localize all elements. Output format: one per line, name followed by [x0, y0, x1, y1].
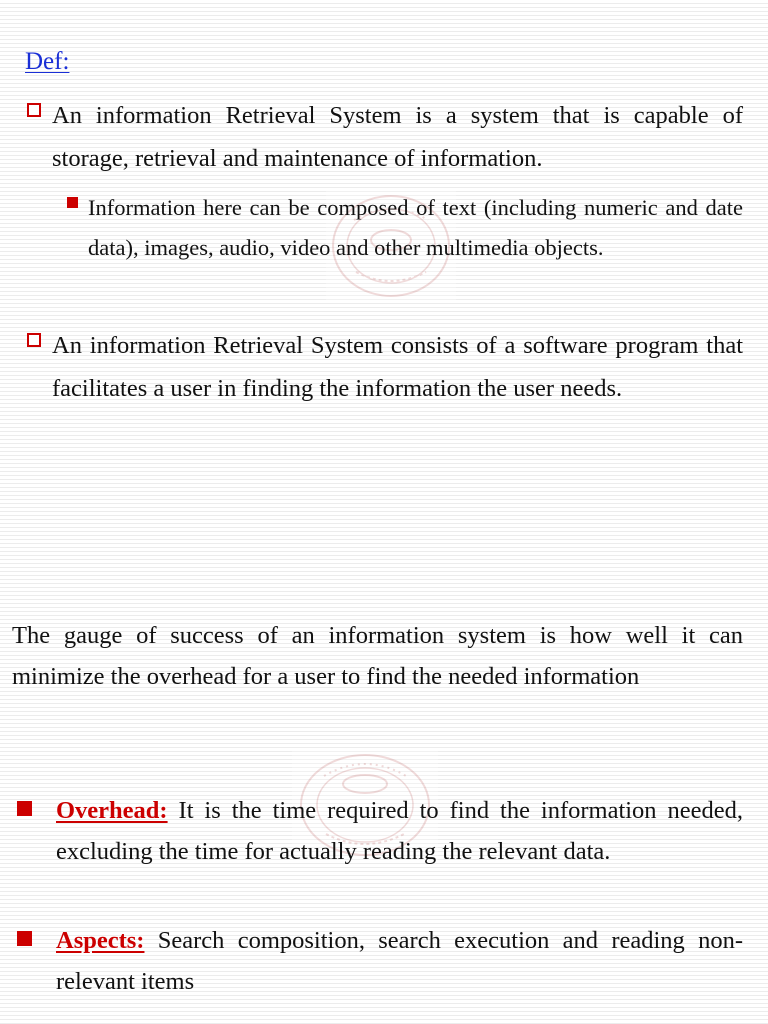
filled-square-bullet-icon — [17, 801, 32, 816]
bullet-item-aspects — [17, 920, 743, 1002]
bullet-text: An information Retrieval System is a system that is capable of storage, retrieval and maintenance of information. — [52, 102, 743, 172]
bullet-text: Information here can be composed of text (including numeric and date data), images, audio, video and other multimedia objects. — [88, 195, 743, 260]
hollow-square-bullet-icon — [27, 103, 41, 117]
success-gauge-paragraph: The gauge of success of an information system is how well it can minimize the overhead for a user to find the needed information — [12, 622, 743, 690]
bullet-item — [27, 324, 743, 410]
definition-heading: Def: — [25, 48, 70, 75]
hollow-square-bullet-icon — [27, 333, 41, 347]
bullet-item-overhead — [17, 790, 743, 872]
aspects-definition: Search composition, search execution and reading non-relevant items — [56, 927, 744, 995]
filled-square-bullet-icon — [17, 931, 32, 946]
bullet-item — [27, 94, 743, 180]
filled-square-bullet-icon — [67, 197, 78, 208]
overhead-term: Overhead: — [56, 797, 168, 824]
aspects-term: Aspects: — [56, 927, 145, 954]
bullet-text: An information Retrieval System consists of a software program that facilitates a user in finding the information the user needs. — [52, 332, 743, 402]
sub-bullet-item — [67, 188, 743, 268]
overhead-definition: It is the time required to find the information needed, excluding the time for actually reading the relevant data. — [56, 797, 743, 865]
